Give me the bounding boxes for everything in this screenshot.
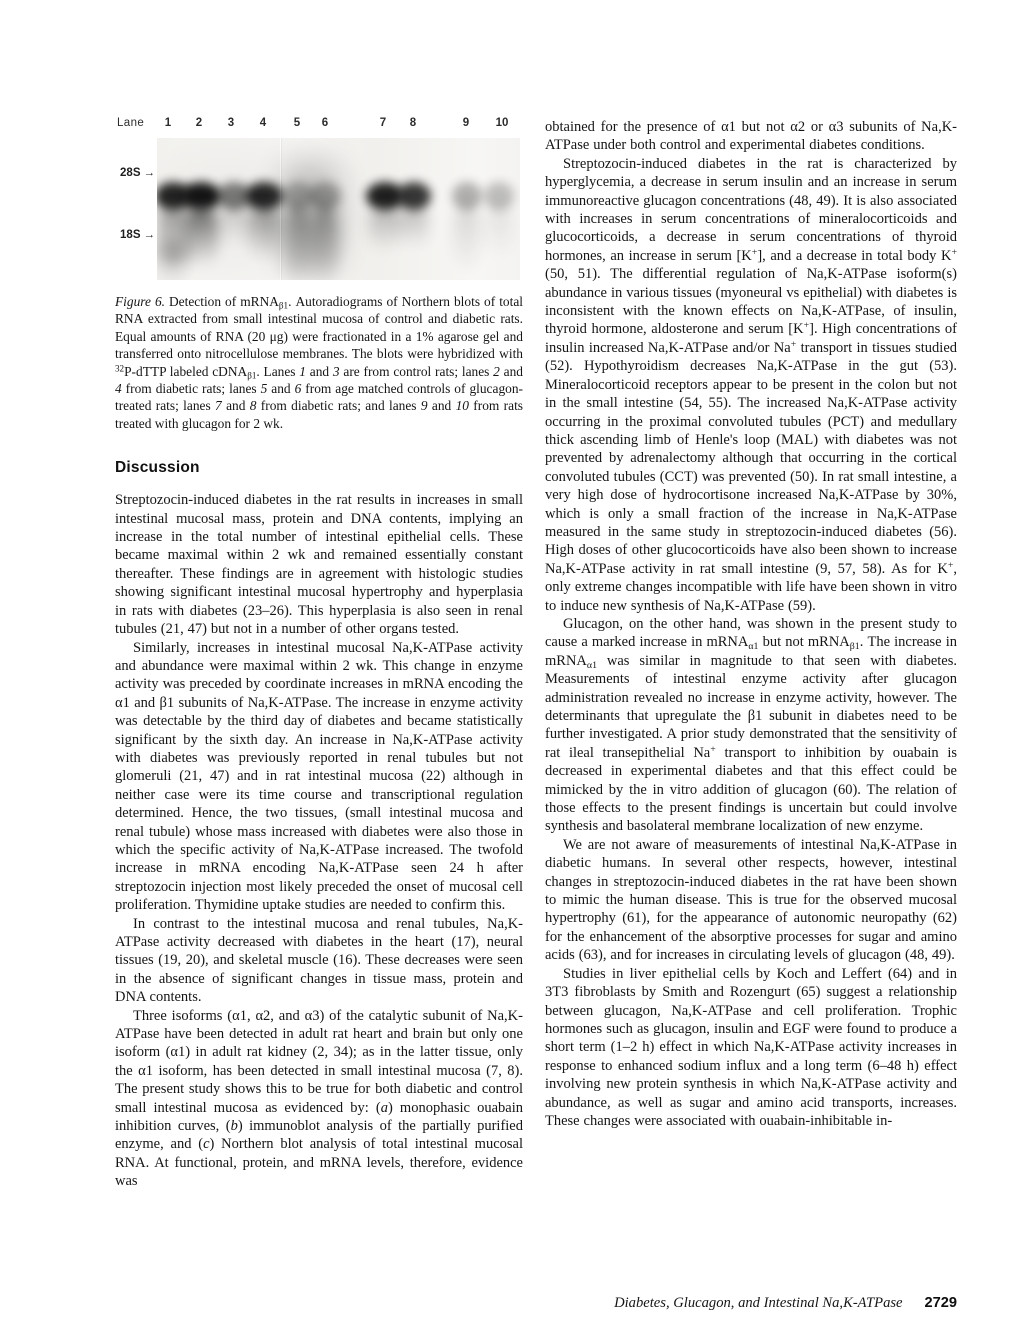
- paragraph: Glucagon, on the other hand, was shown in the present study to cause a marked increase in mRNA$_{\alpha 1}$ but not mRNA$_{\beta 1}$. The increase in mRNA$_{\alpha 1}$ was similar in magnitude to that seen with diabetes. Measurements of intestinal enzyme activity after glucagon administration revealed no increase in enzyme activity, however. The determinants that upregulate the β1 subunit in diabetes need to be further investigated. A prior study demonstrated that the sensitivity of rat ileal transepithelial Na+ transport to inhibition by ouabain is decreased in experimental diabetes and that this effect could be mimicked by the in vitro addition of glucagon (60). The relation of those effects to the present findings is uncertain but could involve synthesis and basolateral membrane localization of new enzyme.: [545, 615, 958, 835]
- lane-number: 1: [164, 117, 172, 129]
- page-number: 2729: [924, 1295, 957, 1311]
- right-arrow-icon: →: [143, 167, 155, 179]
- blot-tail: [369, 204, 401, 252]
- marker-28s-label: 28S: [120, 167, 141, 179]
- discussion-heading: Discussion: [115, 459, 200, 477]
- lane-number: 8: [409, 117, 417, 129]
- blot-tail: [400, 204, 429, 248]
- lane-number: 3: [227, 117, 235, 129]
- lane-number: 9: [462, 117, 470, 129]
- marker-18s-label: 18S: [120, 229, 141, 241]
- lane-number: 10: [495, 117, 509, 129]
- lane-number: 4: [259, 117, 267, 129]
- figure-caption: Figure 6. Detection of mRNA$_{\beta 1}$. Autoradiograms of Northern blots of total RNA extracted from small intestinal mucosa of control and diabetic rats. Equal amounts of RNA (20 μg) were fractionated in a 1% agarose gel and transferred onto nitrocellulose membranes. The blots were hybridized with $^{32}$P-dTTP labeled cDNA$_{\beta 1}$. Lanes 1 and 3 are from control rats; lanes 2 and 4 from diabetic rats; lanes 5 and 6 from age matched controls of glucagon-treated rats; lanes 7 and 8 from diabetic rats; and lanes 9 and 10 from rats treated with glucagon for 2 wk.: [115, 294, 524, 431]
- paragraph: Studies in liver epithelial cells by Koch and Leffert (64) and in 3T3 fibroblasts by Smith and Rozengurt (65) suggest a relationship between glucagon, Na,K-ATPase and cell proliferation. Trophic hormones such as glucagon, insulin and EGF were found to produce a short term (1–2 h) effect in which Na,K-ATPase activity increases in response to enhanced sodium influx and a long term (6–48 h) effect involving new protein synthesis in which Na,K-ATPase activity and abundance, as well as sugar and amino acid transports, increases. These changes were associated with ouabain-inhibitable in-: [545, 965, 957, 1129]
- paragraph: obtained for the presence of α1 but not α2 or α3 subunits of Na,K-ATPase under both control and experimental diabetes conditions.: [545, 119, 957, 154]
- discussion-left-paragraphs: [115, 491, 523, 1190]
- lane-number: 7: [379, 117, 387, 129]
- lane-header-label: Lane: [117, 117, 145, 129]
- blot-tail: [486, 204, 511, 259]
- right-column: [545, 118, 957, 1130]
- blot-tail: [454, 204, 479, 274]
- paragraph: In contrast to the intestinal mucosa and renal tubules, Na,K-ATPase activity decreased with diabetes in the heart (17), neural tissues (19, 20), and skeletal muscle (16). These decreases were seen in the absence of significant changes in tissue mass, protein and DNA contents.: [115, 915, 523, 1006]
- discussion-right-paragraphs: [545, 118, 957, 1130]
- marker-28s: [115, 167, 155, 179]
- paragraph: Three isoforms (α1, α2, and α3) of the catalytic subunit of Na,K-ATPase have been detected in adult rat heart and brain but only one isoform (α1) in adult rat kidney (2, 34); as in the latter tissue, only the α1 isoform, has been detected in small intestinal mucosa (7, 8). The present study shows this to be true for both diabetic and control small intestinal mucosa as evidenced by: (a) monophasic ouabain inhibition curves, (b) immunoblot analysis of the partially purified enzyme, and (c) Northern blot analysis of total intestinal mucosal RNA. At functional, protein, and mRNA levels, therefore, evidence was: [115, 1007, 524, 1190]
- right-arrow-icon: →: [143, 229, 155, 241]
- paragraph: Similarly, increases in intestinal mucosal Na,K-ATPase activity and abundance were maximal within 2 wk. This change in enzyme activity was preceded by coordinate increases in mRNA encoding the α1 and β1 subunits of Na,K-ATPase. The increase in enzyme activity was detectable by the third day of diabetes and became statistically significant by the sixth day. An increase in Na,K-ATPase activity with diabetes was previously reported in renal tubules but not glomeruli (21, 47) and in rat intestinal mucosa (22) although in neither case were its time course and transcriptional regulation determined. Hence, the two tissues, (small intestinal mucosa and renal tubule) whose mass increased with diabetes were also those in which the specific activity of Na,K-ATPase increased. The twofold increase in mRNA encoding Na,K-ATPase seen 24 h after streptozocin injection most likely preceded the onset of mucosal cell proliferation. Thymidine uptake studies are needed to confirm this.: [115, 639, 523, 914]
- blot-haze: [301, 156, 349, 276]
- left-column: [115, 110, 523, 1191]
- lane-number: 6: [321, 117, 329, 129]
- blot-tail: [220, 204, 249, 246]
- figure-6-northern-blot: [115, 110, 523, 281]
- paragraph: Streptozocin-induced diabetes in the rat is characterized by hyperglycemia, a decrease in serum insulin and an increase in serum immunoreactive glucagon concentrations (48, 49). It is also associated with increases in serum concentrations of mineralocorticoids and glucocorticoids, a decrease in serum concentrations of thyroid hormones, an increase in serum [K+], and a decrease in total body K+ (50, 51). The differential regulation of Na,K-ATPase isoform(s) abundance in various tissues (myoneural vs epithelial) with diabetes is inconsistent with the known effects on Na,K-ATPase, of insulin, thyroid hormone, aldosterone and serum [K+]. High concentrations of insulin increased Na,K-ATPase and/or Na+ transport in tissues studied (52). Hypothyroidism decreases Na,K-ATPase in the gut (53). Mineralocorticoid receptors appear to be present in the colon but not in the small intestine (54, 55). The increased Na,K-ATPase activity occurring in the proximal convoluted tubules (PCT) and medullary thick ascending limb of Henle's loop (MAL) with diabetes was not prevented by adrenalectomy although that occurring in the cortical convoluted tubules (CCT) was prevented (50). In rat small intestine, a very high dose of hydrocortisone increased Na,K-ATPase by 30%, which is only a small fraction of the increase in Na,K-ATPase measured in the same study in streptozocin-induced diabetes (56). High doses of other glucocorticoids have also been shown to increase Na,K-ATPase activity in rat small intestine (9, 57, 58). As for K+, only extreme changes incompatible with life have been shown in vitro to induce new synthesis of Na,K-ATPase (59).: [545, 155, 958, 614]
- page-footer: [614, 1294, 957, 1312]
- lane-number: 5: [293, 117, 301, 129]
- blot-tail: [184, 204, 218, 266]
- paragraph: Streptozocin-induced diabetes in the rat results in increases in small intestinal mucosal mass, protein and DNA contents, implying an increase in the total number of intestinal epithelial cells. These became maximal within 2 wk and remained essentially constant thereafter. These findings are in agreement with histologic studies showing significant intestinal mucosal hypertrophy and hyperplasia in rats with diabetes (23–26). This hyperplasia is also seen in renal tubules (21, 47) but not in a number of other organs tested.: [115, 492, 523, 638]
- autoradiogram-film: [157, 138, 520, 280]
- paragraph: We are not aware of measurements of intestinal Na,K-ATPase in diabetic humans. In several other respects, however, intestinal changes in streptozocin-induced diabetes in the rat have been shown to mimic the human disease. This is true for the observed mucosal hypertrophy (61), for the appearance of autonomic neuropathy (62) for the enhancement of the absorptive processes for sugar and amino acids (63), and for increases in circulating levels of glucagon (48, 49).: [545, 836, 957, 964]
- marker-18s: [115, 229, 155, 241]
- running-title: Diabetes, Glucagon, and Intestinal Na,K-ATPase: [614, 1295, 903, 1311]
- lane-number: 2: [195, 117, 203, 129]
